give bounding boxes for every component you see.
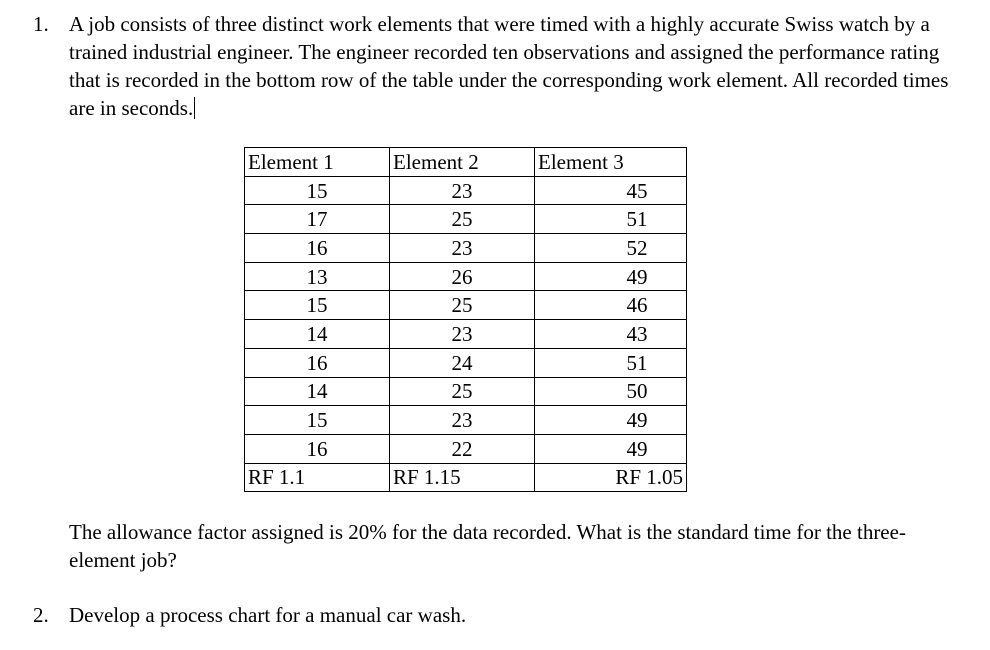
cell-element-2: 23 (390, 234, 535, 263)
cell-element-2: 26 (390, 262, 535, 291)
cell-element-2: 24 (390, 348, 535, 377)
cell-element-2: 22 (390, 434, 535, 463)
table-header-row (245, 148, 687, 177)
cell-element-3: 51 (535, 348, 687, 377)
cell-element-3: 49 (535, 434, 687, 463)
table-row (245, 348, 687, 377)
question-2-number: 2. (33, 603, 49, 627)
cell-element-3: 51 (535, 205, 687, 234)
cell-element-1: 15 (245, 406, 390, 435)
cell-element-1: 14 (245, 320, 390, 349)
cell-element-3: 49 (535, 262, 687, 291)
header-element-2: Element 2 (390, 148, 535, 177)
cell-element-2: 25 (390, 291, 535, 320)
question-1-number: 1. (33, 12, 49, 36)
question-2-text: Develop a process chart for a manual car wash. (69, 603, 467, 627)
rating-row (245, 463, 687, 492)
cell-element-2: 23 (390, 320, 535, 349)
question-1-body: A job consists of three distinct work elements that were timed with a highly accurate Swiss watch by a trained industrial engineer. The engineer recorded ten observations and assigned the performance rating that is recorded in the bottom row of the table under the corresponding work element. All recorded times are in seconds. (69, 12, 949, 120)
cell-element-2: 25 (390, 205, 535, 234)
header-element-1: Element 1 (245, 148, 390, 177)
table-row (245, 377, 687, 406)
table-row (245, 320, 687, 349)
cell-element-2: 23 (390, 406, 535, 435)
rating-element-1: RF 1.1 (245, 463, 390, 492)
rating-element-2: RF 1.15 (390, 463, 535, 492)
cell-element-3: 49 (535, 406, 687, 435)
cell-element-3: 46 (535, 291, 687, 320)
table-row (245, 176, 687, 205)
cell-element-3: 45 (535, 176, 687, 205)
cell-element-1: 17 (245, 205, 390, 234)
time-study-table (244, 147, 687, 492)
text-cursor[interactable] (194, 97, 195, 119)
cell-element-1: 13 (245, 262, 390, 291)
cell-element-1: 14 (245, 377, 390, 406)
cell-element-3: 50 (535, 377, 687, 406)
allowance-question: The allowance factor assigned is 20% for the data recorded. What is the standard time for the three-element job? (69, 520, 906, 572)
table-row (245, 234, 687, 263)
cell-element-1: 15 (245, 176, 390, 205)
cell-element-2: 23 (390, 176, 535, 205)
table-row (245, 406, 687, 435)
table-row (245, 291, 687, 320)
cell-element-1: 16 (245, 348, 390, 377)
question-1-text (69, 10, 969, 122)
cell-element-3: 43 (535, 320, 687, 349)
header-element-3: Element 3 (535, 148, 687, 177)
cell-element-1: 15 (245, 291, 390, 320)
rating-element-3: RF 1.05 (535, 463, 687, 492)
cell-element-3: 52 (535, 234, 687, 263)
cell-element-1: 16 (245, 234, 390, 263)
table-row (245, 434, 687, 463)
cell-element-2: 25 (390, 377, 535, 406)
cell-element-1: 16 (245, 434, 390, 463)
table-row (245, 262, 687, 291)
table-row (245, 205, 687, 234)
